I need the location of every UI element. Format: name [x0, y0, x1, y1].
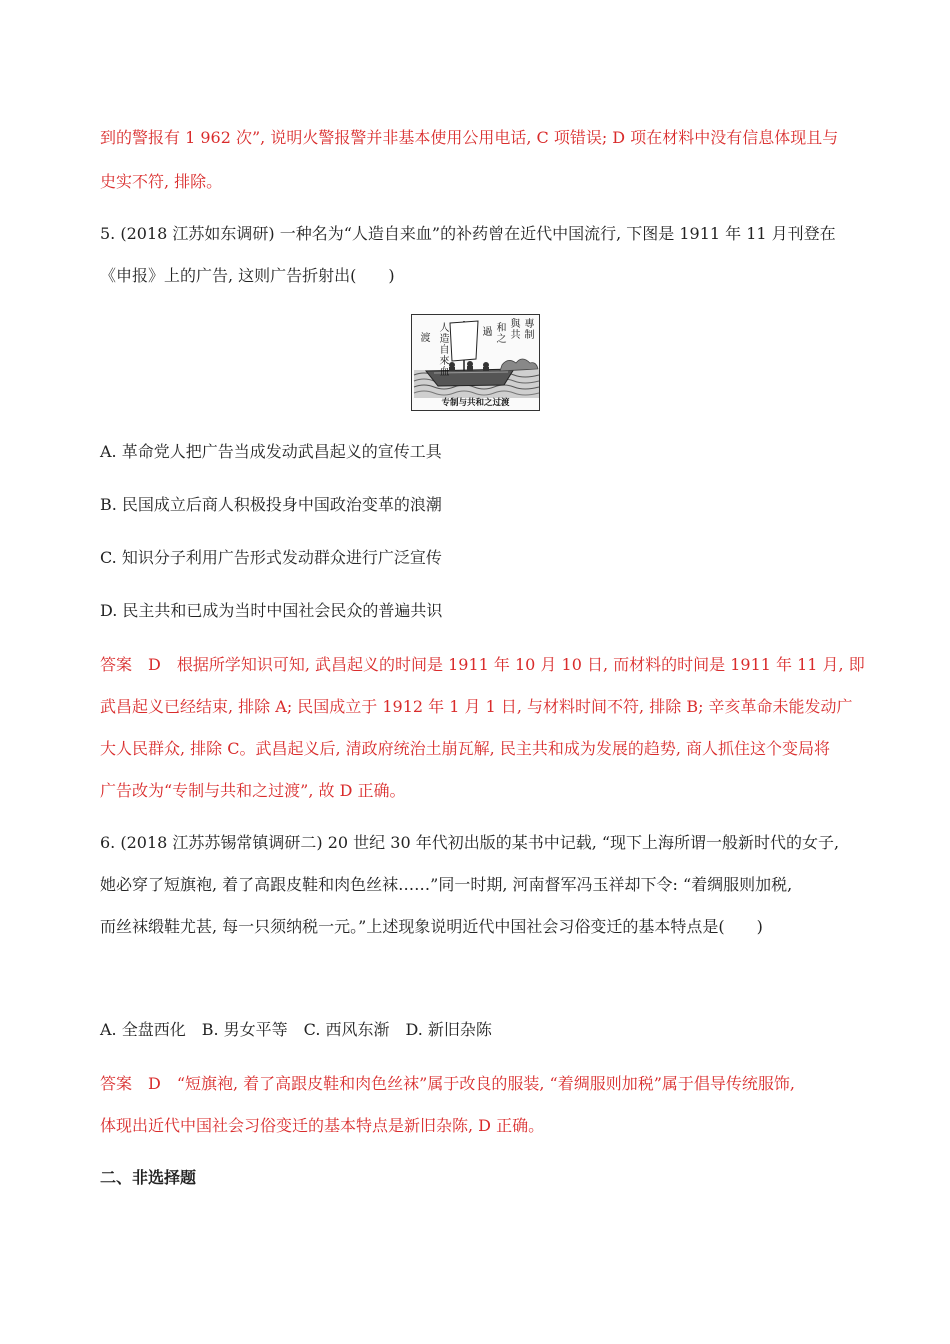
- ad-text-hezhi: 和之: [496, 323, 507, 345]
- question6-stem-line3: 而丝袜缎鞋尤甚, 每一只须纳税一元。”上述现象说明近代中国社会习俗变迁的基本特点是( ): [100, 917, 763, 936]
- ad-text-flag-left: [439, 323, 450, 378]
- answer4-tail-line2: 史实不符, 排除。: [100, 172, 223, 191]
- section-heading: 二、非选择题: [100, 1168, 197, 1187]
- ad-text-yugong: 與共: [510, 319, 521, 341]
- answer6-line1: 答案 D “短旗袍, 着了高跟皮鞋和肉色丝袜”属于改良的服装, “着绸服则加税”属于倡导传统服饰,: [100, 1074, 795, 1093]
- ad-text-du: 渡: [420, 333, 431, 344]
- question5-stem-line1: 5. (2018 江苏如东调研) 一种名为“人造自来血”的补药曾在近代中国流行, 下图是 1911 年 11 月刊登在: [100, 224, 836, 243]
- question6-stem-line2: 她必穿了短旗袍, 着了高跟皮鞋和肉色丝袜……”同一时期, 河南督军冯玉祥却下令: “着绸服则加税,: [100, 875, 793, 894]
- answer6-line2: 体现出近代中国社会习俗变迁的基本特点是新旧杂陈, D 正确。: [100, 1116, 545, 1135]
- question5-option-a: A. 革命党人把广告当成发动武昌起义的宣传工具: [100, 442, 442, 461]
- answer4-tail-line1: 到的警报有 1 962 次”, 说明火警报警并非基本使用公用电话, C 项错误; D 项在材料中没有信息体现且与: [100, 128, 839, 147]
- question5-option-b: B. 民国成立后商人积极投身中国政治变革的浪潮: [100, 495, 442, 514]
- ad-flag-text: 人造自來血: [439, 323, 450, 378]
- answer5-line4: 广告改为“专制与共和之过渡”, 故 D 正确。: [100, 781, 406, 800]
- answer5-line3: 大人民群众, 排除 C。武昌起义后, 清政府统治土崩瓦解, 民主共和成为发展的趋势, 商人抓住这个变局将: [100, 739, 831, 758]
- question6-stem-line1: 6. (2018 江苏苏锡常镇调研二) 20 世纪 30 年代初出版的某书中记载, “现下上海所谓一般新时代的女子,: [100, 833, 840, 852]
- answer5-line1: 答案 D 根据所学知识可知, 武昌起义的时间是 1911 年 10 月 10 日, 而材料的时间是 1911 年 11 月, 即: [100, 655, 865, 674]
- question5-stem-line2: 《申报》上的广告, 这则广告折射出( ): [100, 266, 395, 285]
- question5-option-c: C. 知识分子利用广告形式发动群众进行广泛宣传: [100, 548, 442, 567]
- question5-option-d: D. 民主共和已成为当时中国社会民众的普遍共识: [100, 601, 443, 620]
- ad-text-zhuanzhi: 專制: [524, 319, 535, 341]
- advertisement-figure: [411, 314, 540, 411]
- answer5-line2: 武昌起义已经结束, 排除 A; 民国成立于 1912 年 1 月 1 日, 与材料时间不符, 排除 B; 辛亥革命未能发动广: [100, 697, 853, 716]
- ad-text-guo: 過: [482, 327, 493, 338]
- figure-caption: 专制与共和之过渡: [441, 398, 510, 408]
- question6-options: A. 全盘西化 B. 男女平等 C. 西风东渐 D. 新旧杂陈: [100, 1020, 492, 1039]
